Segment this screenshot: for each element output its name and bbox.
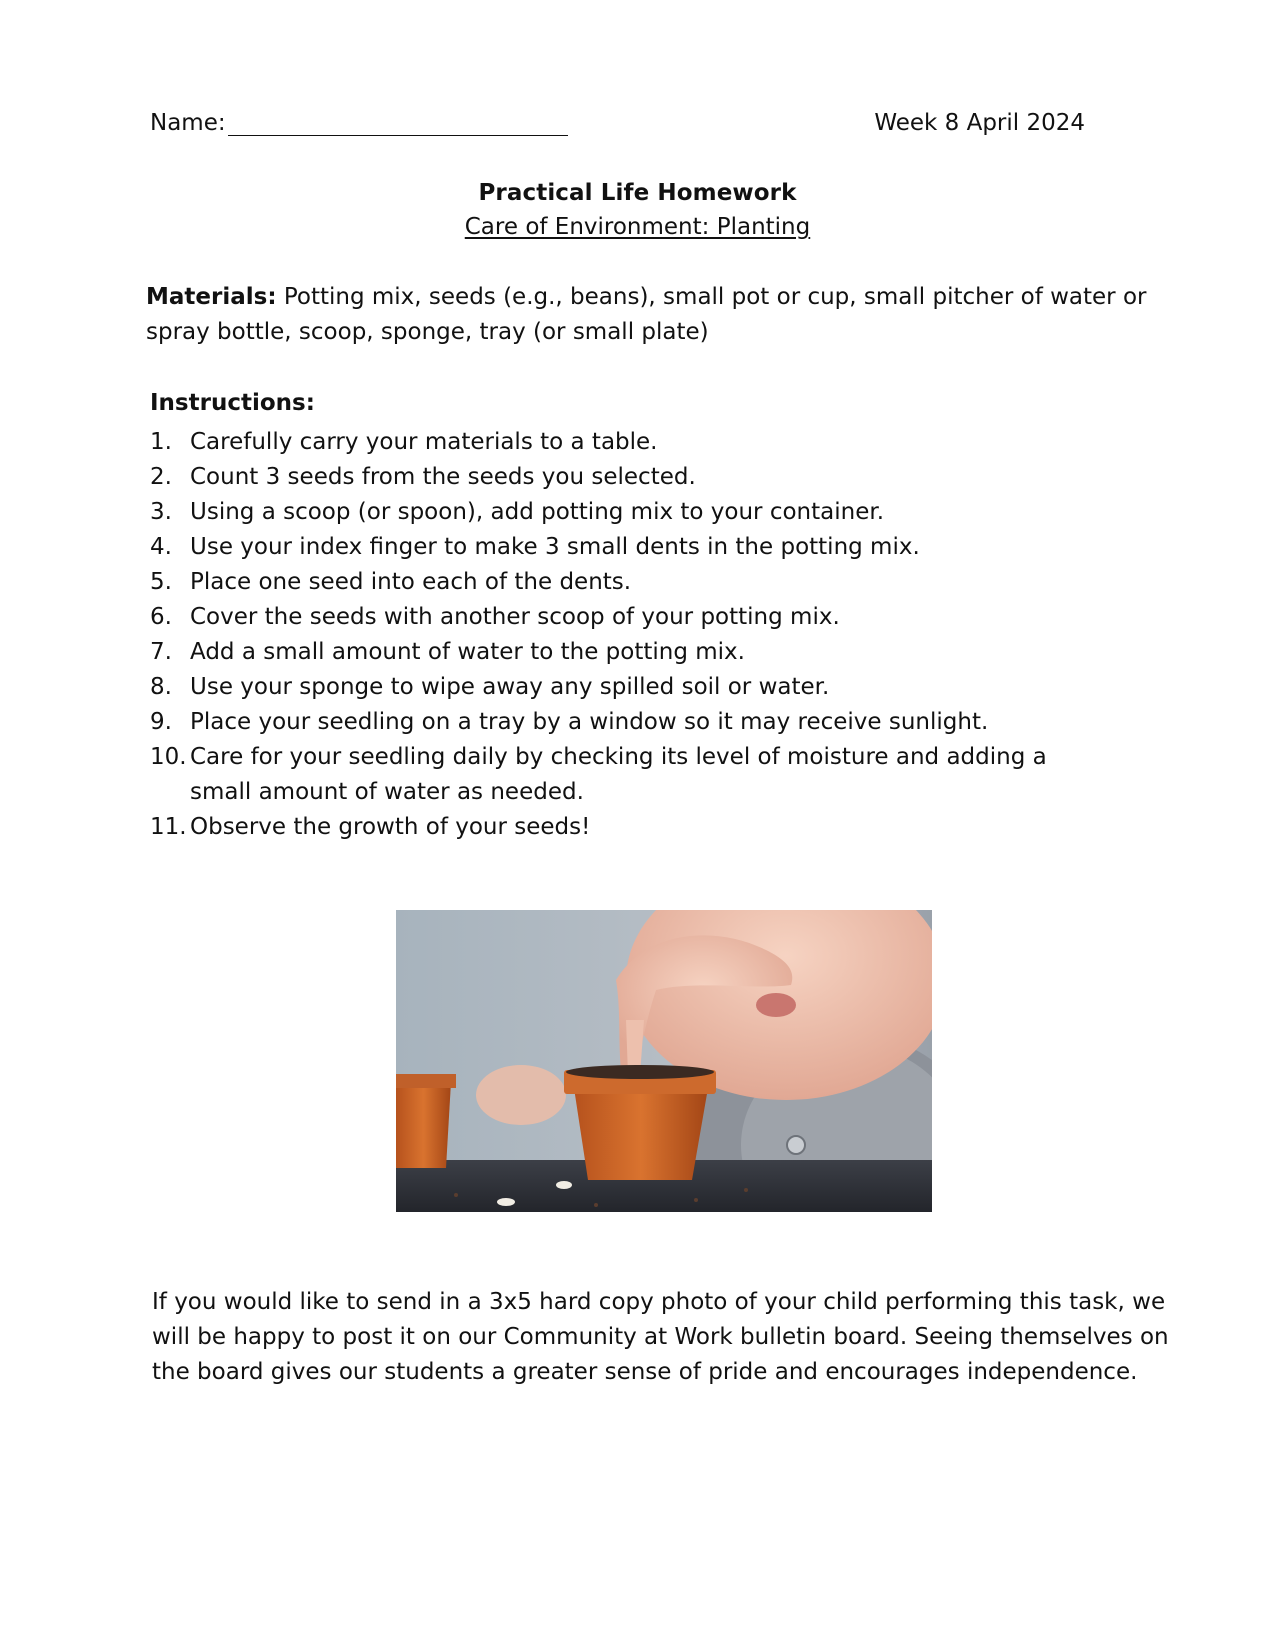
step-number: 4. — [150, 534, 172, 560]
step-number: 9. — [150, 709, 172, 735]
instruction-step — [150, 460, 1110, 495]
step-number: 6. — [150, 604, 172, 630]
instructions-heading: Instructions: — [150, 390, 315, 416]
photo-illustration — [396, 910, 932, 1212]
step-number: 3. — [150, 499, 172, 525]
step-text: Care for your seedling daily by checking its level of moisture and adding a small amount of water as needed. — [190, 744, 1047, 805]
materials-text: Potting mix, seeds (e.g., beans), small pot or cup, small pitcher of water or spray bottle, scoop, sponge, tray (or small plate) — [146, 284, 1147, 345]
step-text: Count 3 seeds from the seeds you selected. — [190, 464, 696, 490]
instruction-step — [150, 600, 1110, 635]
step-number: 8. — [150, 674, 172, 700]
page-title: Practical Life Homework — [478, 180, 797, 206]
step-number: 1. — [150, 429, 172, 455]
step-text: Add a small amount of water to the potting mix. — [190, 639, 745, 665]
step-text: Observe the growth of your seeds! — [190, 814, 591, 840]
step-text: Carefully carry your materials to a table. — [190, 429, 658, 455]
child-planting-seed-photo — [396, 910, 932, 1212]
instruction-step — [150, 425, 1110, 460]
step-number: 11. — [150, 814, 187, 840]
instructions-list — [150, 425, 1110, 845]
step-number: 2. — [150, 464, 172, 490]
closing-paragraph: If you would like to send in a 3x5 hard copy photo of your child performing this task, we will be happy to post it on our Community at Work bulletin board. Seeing themselves on the board gives our students a greater sense of pride and encourages independence. — [152, 1289, 1169, 1385]
step-text: Cover the seeds with another scoop of your potting mix. — [190, 604, 840, 630]
name-field — [150, 110, 568, 136]
name-label: Name: — [150, 110, 226, 136]
step-text: Place your seedling on a tray by a window so it may receive sunlight. — [190, 709, 989, 735]
instruction-step — [150, 565, 1110, 600]
header-row — [150, 110, 1085, 144]
step-number: 10. — [150, 744, 187, 770]
page-subtitle: Care of Environment: Planting — [464, 214, 811, 240]
step-text: Use your sponge to wipe away any spilled soil or water. — [190, 674, 830, 700]
name-blank-line — [228, 111, 568, 136]
step-number: 5. — [150, 569, 172, 595]
step-number: 7. — [150, 639, 172, 665]
instruction-step — [150, 810, 1110, 845]
instruction-step — [150, 705, 1110, 740]
instruction-step — [150, 530, 1110, 565]
step-text: Place one seed into each of the dents. — [190, 569, 632, 595]
instruction-step — [150, 670, 1110, 705]
materials-label: Materials: — [146, 284, 277, 310]
instruction-step — [150, 635, 1110, 670]
step-text: Use your index finger to make 3 small dents in the potting mix. — [190, 534, 920, 560]
step-text: Using a scoop (or spoon), add potting mix to your container. — [190, 499, 885, 525]
week-date: Week 8 April 2024 — [874, 110, 1085, 136]
materials-paragraph — [146, 280, 1156, 350]
instruction-step — [150, 495, 1110, 530]
instruction-step — [150, 740, 1110, 810]
